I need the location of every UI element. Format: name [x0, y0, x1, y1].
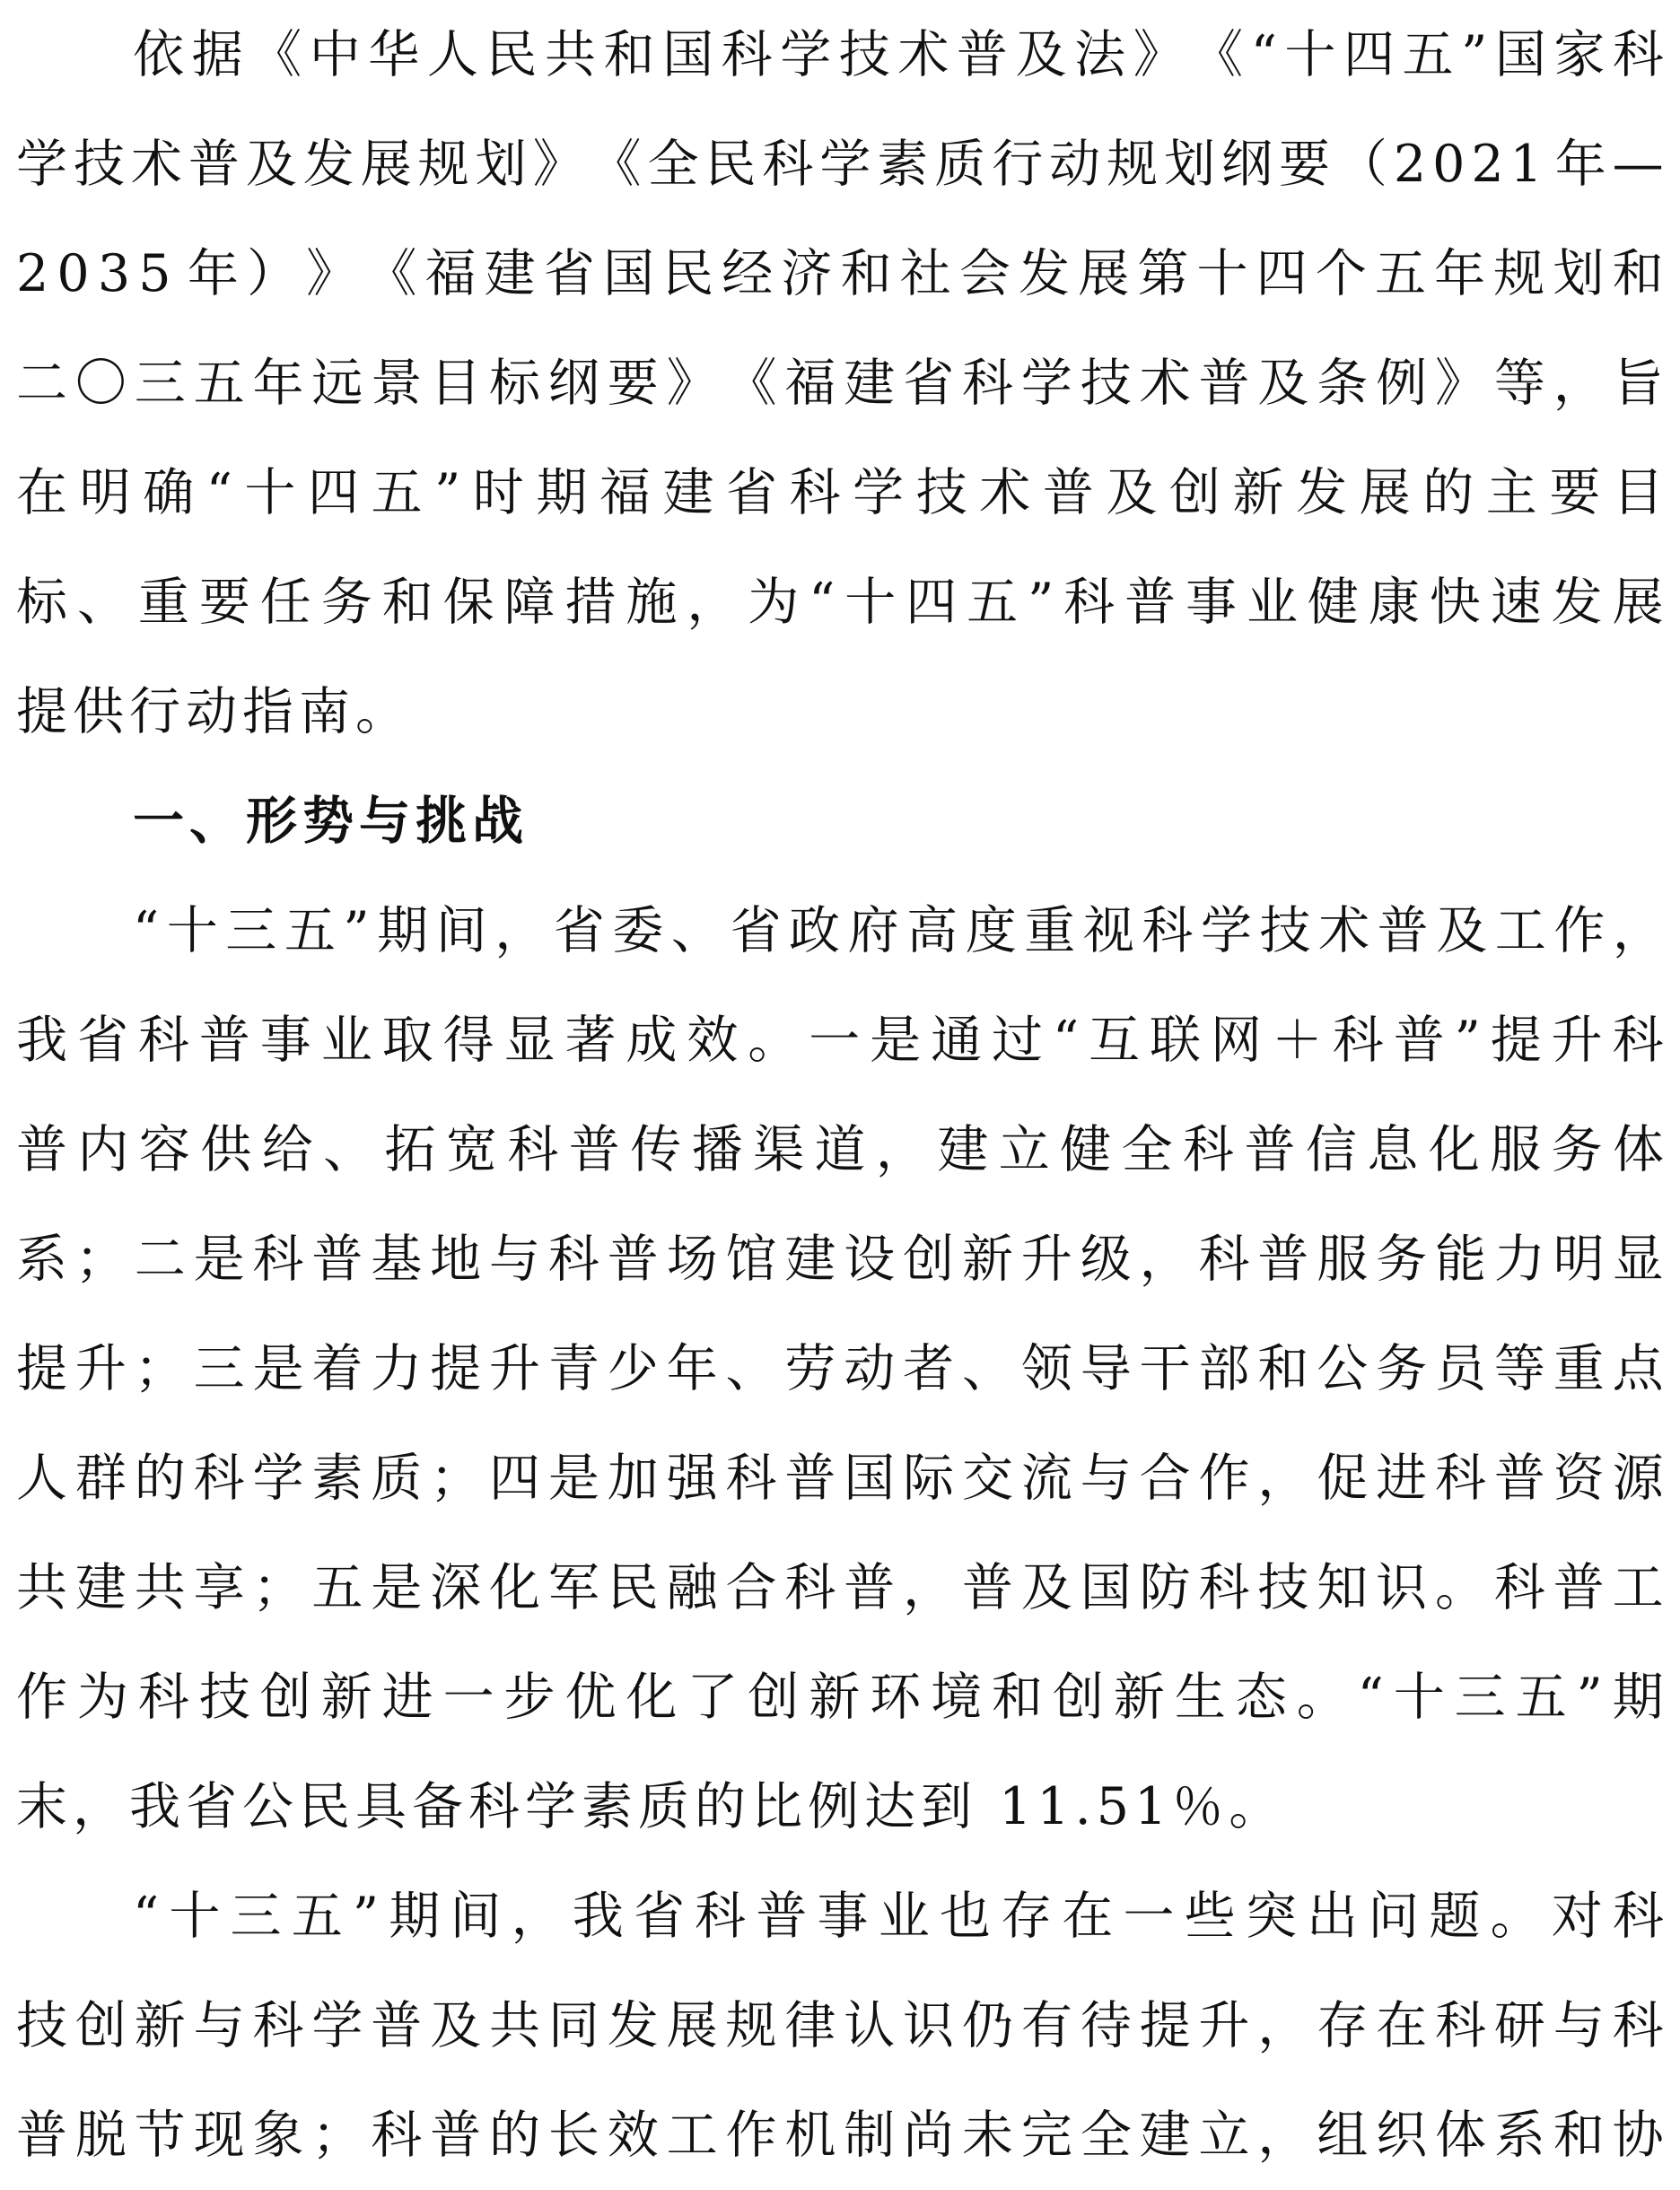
text-line: 依 据 《 中 华 人 民 共 和 国 科 学 技 术 普 及 法 》 《 “ 十 四 五 ” 国 家 科: [133, 25, 1664, 84]
text-line: 提供行动指南。: [16, 682, 412, 741]
text-line: 学 技 术 普 及 发 展 规 划 》 《 全 民 科 学 素 质 行 动 规 划 纲 要 （ 2 0 2 1 年 —: [16, 135, 1664, 194]
paragraph-achievements: [16, 876, 1664, 1862]
text-line: 普 内 容 供 给 、 拓 宽 科 普 传 播 渠 道 ， 建 立 健 全 科 普 信 息 化 服 务 体: [16, 1120, 1664, 1179]
text-line: 提 升 ； 三 是 着 力 提 升 青 少 年 、 劳 动 者 、 领 导 干 部 和 公 务 员 等 重 点: [16, 1339, 1664, 1398]
text-line: 人 群 的 科 学 素 质 ； 四 是 加 强 科 普 国 际 交 流 与 合 作 ， 促 进 科 普 资 源: [16, 1449, 1664, 1508]
text-line: 2 0 3 5 年 ） 》 《 福 建 省 国 民 经 济 和 社 会 发 展 第 十 四 个 五 年 规 划 和: [16, 244, 1664, 303]
text-line: 在 明 确 “ 十 四 五 ” 时 期 福 建 省 科 学 技 术 普 及 创 新 发 展 的 主 要 目: [16, 463, 1664, 522]
text-line: 标 、 重 要 任 务 和 保 障 措 施 ， 为 “ 十 四 五 ” 科 普 事 业 健 康 快 速 发 展: [16, 573, 1664, 632]
text-line: “ 十 三 五 ” 期 间 ， 我 省 科 普 事 业 也 存 在 一 些 突 出 问 题 。 对 科: [133, 1887, 1664, 1946]
text-line: 我 省 科 普 事 业 取 得 显 著 成 效 。 一 是 通 过 “ 互 联 网 ＋ 科 普 ” 提 升 科: [16, 1011, 1664, 1070]
section-heading: [16, 766, 1664, 876]
text-line: 系 ； 二 是 科 普 基 地 与 科 普 场 馆 建 设 创 新 升 级 ， 科 普 服 务 能 力 明 显: [16, 1230, 1664, 1289]
text-line: 普 脱 节 现 象 ； 科 普 的 长 效 工 作 机 制 尚 未 完 全 建 立 ， 组 织 体 系 和 协: [16, 2106, 1664, 2165]
text-line: 二 〇 三 五 年 远 景 目 标 纲 要 》 《 福 建 省 科 学 技 术 普 及 条 例 》 等 ， 旨: [16, 354, 1664, 413]
text-line: 末，我省公民具备科学素质的比例达到 11.51％。: [16, 1777, 1286, 1836]
document-page: [16, 0, 1664, 2190]
text-line: “ 十 三 五 ” 期 间 ， 省 委 、 省 政 府 高 度 重 视 科 学 技 术 普 及 工 作 ，: [133, 901, 1664, 960]
text-line: 共 建 共 享 ； 五 是 深 化 军 民 融 合 科 普 ， 普 及 国 防 科 技 知 识 。 科 普 工: [16, 1558, 1664, 1617]
paragraph-intro: [16, 0, 1664, 766]
text-line: 作 为 科 技 创 新 进 一 步 优 化 了 创 新 环 境 和 创 新 生 态 。 “ 十 三 五 ” 期: [16, 1668, 1664, 1727]
text-line: 技 创 新 与 科 学 普 及 共 同 发 展 规 律 认 识 仍 有 待 提 升 ， 存 在 科 研 与 科: [16, 1996, 1664, 2055]
section-heading-text: 一、形势与挑战: [133, 792, 529, 851]
paragraph-problems: [16, 1862, 1664, 2190]
